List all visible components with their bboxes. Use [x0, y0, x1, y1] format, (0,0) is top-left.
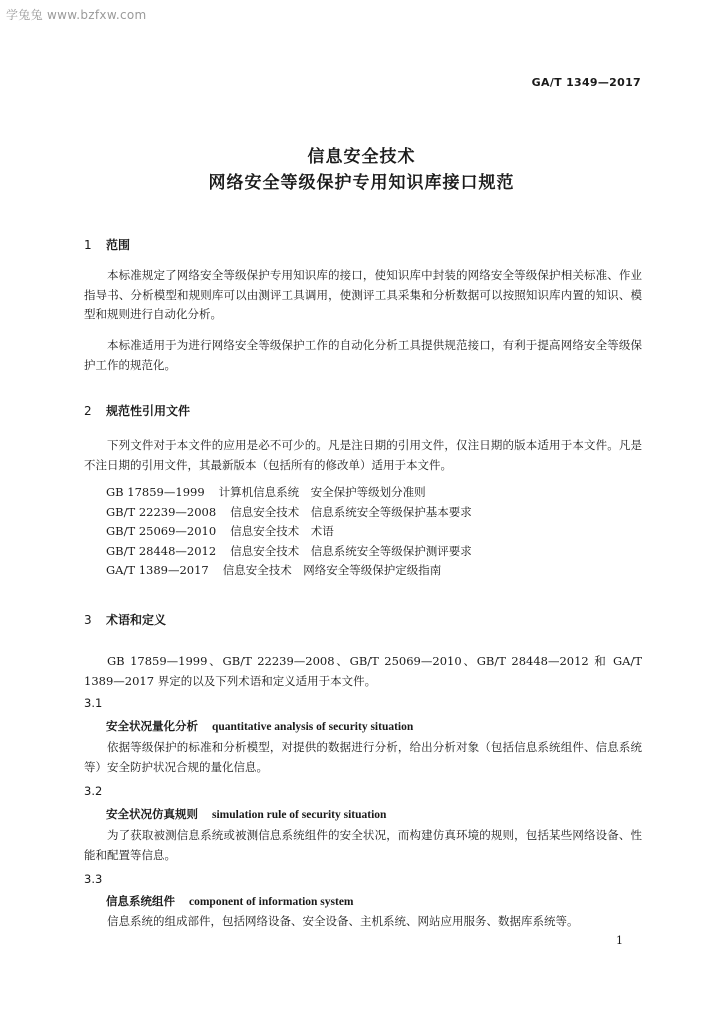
clause-number: 3.3 [84, 872, 103, 886]
reference-title: 信息安全技术 术语 [230, 524, 334, 538]
term-definition: 为了获取被测信息系统或被测信息系统组件的安全状况，而构建仿真环境的规则，包括某些网络设备、性能和配置等信息。 [84, 828, 642, 862]
section-number: 3 [84, 613, 92, 627]
reference-item [106, 561, 472, 581]
term-english: quantitative analysis of security situation [212, 721, 414, 733]
document-title-line2: 网络安全等级保护专用知识库接口规范 [208, 173, 515, 193]
section-title: 术语和定义 [106, 613, 167, 627]
clause-number: 3.2 [84, 784, 103, 798]
term-chinese: 安全状况仿真规则 [106, 807, 198, 821]
section-heading-scope [84, 236, 130, 253]
section-title: 规范性引用文件 [106, 404, 191, 418]
section-number: 1 [84, 238, 92, 252]
term-english: component of information system [189, 896, 354, 908]
document-title-line1: 信息安全技术 [307, 147, 416, 167]
term-chinese: 安全状况量化分析 [106, 719, 198, 733]
scope-paragraph: 本标准适用于为进行网络安全等级保护工作的自动化分析工具提供规范接口，有利于提高网络安全等级保护工作的规范化。 [84, 338, 642, 372]
page-number: 1 [616, 934, 623, 947]
scope-paragraph: 本标准规定了网络安全等级保护专用知识库的接口，使知识库中封装的网络安全等级保护相关标准、作业指导书、分析模型和规则库可以由测评工具调用，使测评工具采集和分析数据可以按照知识库内置的知识、模型和规则进行自动化分析。 [84, 268, 642, 321]
term-entry [106, 806, 386, 822]
reference-code: GA/T 1389—2017 [106, 563, 209, 577]
reference-code: GB 17859—1999 [106, 485, 205, 499]
reference-title: 计算机信息系统 安全保护等级划分准则 [218, 485, 426, 499]
clause-number: 3.1 [84, 696, 103, 710]
section-number: 2 [84, 404, 92, 418]
reference-code: GB/T 28448—2012 [106, 543, 217, 558]
term-chinese: 信息系统组件 [106, 894, 175, 908]
reference-item [106, 483, 472, 503]
section-heading-normative-references [84, 402, 190, 419]
term-entry [106, 893, 354, 909]
terms-intro-paragraph: GB 17859—1999、GB/T 22239—2008、GB/T 25069—2010、GB/T 28448—2012 和 GA/T 1389—2017 界定的以及下列术语和定义适用于本文件。 [84, 654, 642, 688]
watermark: 学兔兔 www.bzfxw.com [6, 8, 147, 22]
term-definition: 信息系统的组成部件，包括网络设备、安全设备、主机系统、网站应用服务、数据库系统等。 [107, 914, 579, 928]
section-title: 范围 [106, 238, 131, 252]
reference-item [106, 522, 472, 542]
term-definition: 依据等级保护的标准和分析模型，对提供的数据进行分析，给出分析对象（包括信息系统组件、信息系统等）安全防护状况合规的量化信息。 [84, 740, 642, 774]
term-english: simulation rule of security situation [212, 809, 387, 821]
reference-title: 信息安全技术 信息系统安全等级保护测评要求 [230, 543, 472, 558]
term-entry [106, 718, 413, 734]
document-code: GA/T 1349—2017 [531, 76, 641, 89]
reference-title: 信息安全技术 网络安全等级保护定级指南 [222, 563, 442, 577]
normative-intro-paragraph: 下列文件对于本文件的应用是必不可少的。凡是注日期的引用文件，仅注日期的版本适用于本文件。凡是不注日期的引用文件，其最新版本（包括所有的修改单）适用于本文件。 [84, 438, 642, 472]
section-heading-terms [84, 611, 166, 628]
reference-code: GB/T 25069—2010 [106, 524, 217, 538]
reference-title: 信息安全技术 信息系统安全等级保护基本要求 [230, 504, 472, 519]
reference-list [106, 483, 472, 581]
reference-item [106, 503, 472, 523]
reference-item [106, 542, 472, 562]
reference-code: GB/T 22239—2008 [106, 504, 217, 519]
